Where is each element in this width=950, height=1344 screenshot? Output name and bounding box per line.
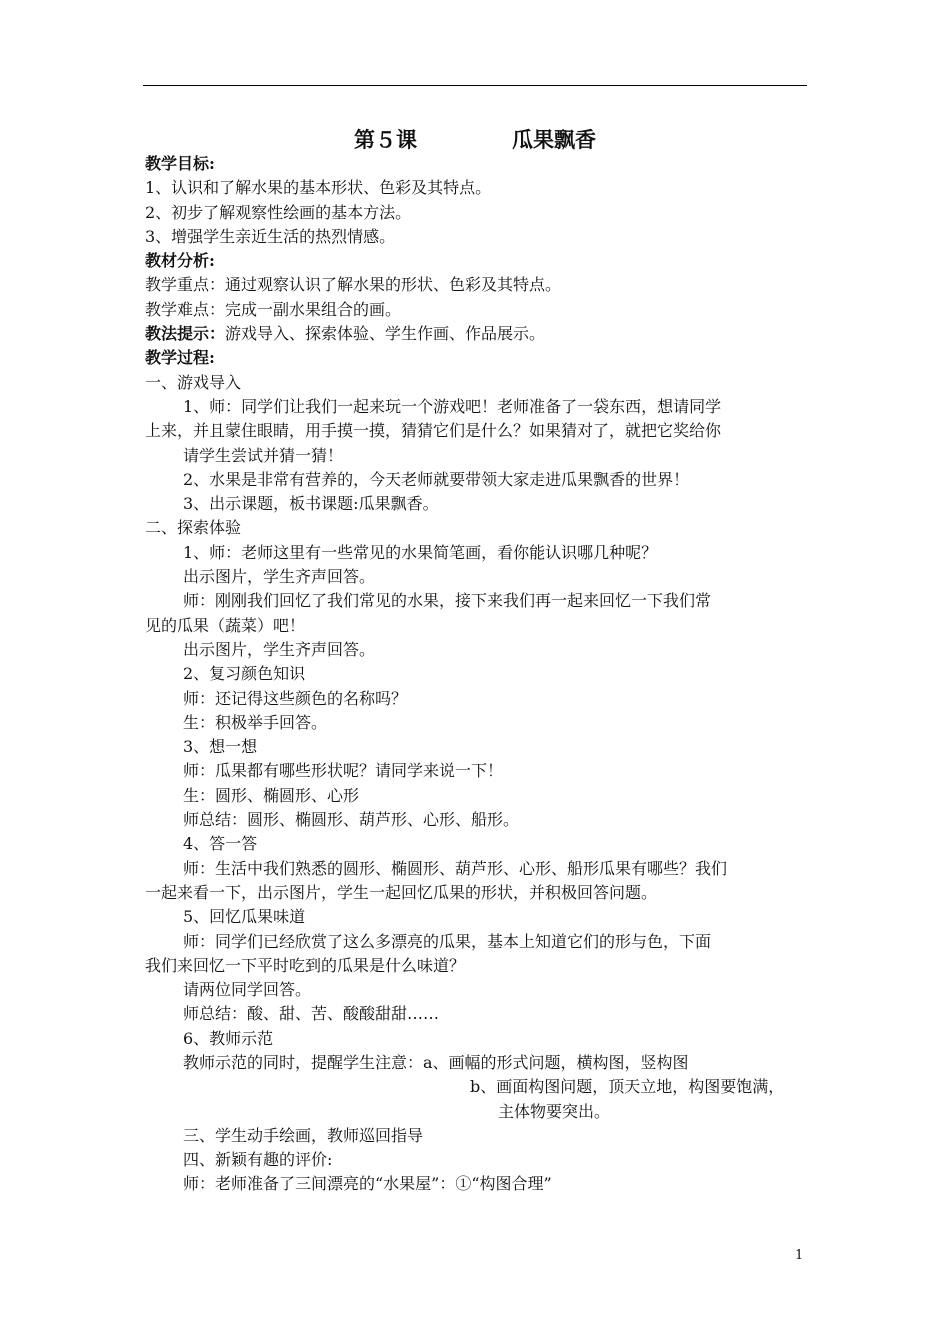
text-line bbox=[145, 322, 817, 346]
header-rule bbox=[143, 85, 807, 86]
text-line: 1、认识和了解水果的基本形状、色彩及其特点。 bbox=[145, 178, 492, 198]
text-line: 3、想一想 bbox=[183, 737, 258, 757]
section-heading: 教材分析: bbox=[145, 251, 215, 271]
text-line: 6、教师示范 bbox=[183, 1028, 274, 1048]
text-line: 师：瓜果都有哪些形状呢？请同学来说一下！ bbox=[183, 761, 504, 781]
text-line: 一、游戏导入 bbox=[145, 372, 242, 392]
text-line: 2、复习颜色知识 bbox=[183, 664, 306, 684]
text-line: 1、师：老师这里有一些常见的水果简笔画，看你能认识哪几种呢？ bbox=[183, 542, 658, 562]
lesson-title: 第５课 瓜果飘香 bbox=[353, 127, 597, 152]
text-line: 教师示范的同时，提醒学生注意：a、画幅的形式问题，横构图，竖构图 bbox=[183, 1052, 689, 1072]
text-line: 师：同学们已经欣赏了这么多漂亮的瓜果，基本上知道它们的形与色，下面 bbox=[183, 931, 712, 951]
text-line: 师：还记得这些颜色的名称吗？ bbox=[183, 688, 408, 708]
text-line: 5、回忆瓜果味道 bbox=[183, 907, 306, 927]
text-line: 生：积极举手回答。 bbox=[183, 712, 328, 732]
text-line: 师：老师准备了三间漂亮的“水果屋”：①“构图合理” bbox=[183, 1174, 552, 1194]
text-line: 3、增强学生亲近生活的热烈情感。 bbox=[145, 226, 396, 246]
text-line: 出示图片，学生齐声回答。 bbox=[183, 567, 376, 587]
document-body bbox=[145, 152, 817, 1197]
line-text: 游戏导入、探索体验、学生作画、作品展示。 bbox=[225, 324, 546, 344]
text-line: 四、新颖有趣的评价: bbox=[183, 1150, 333, 1170]
text-line: 1、师：同学们让我们一起来玩一个游戏吧！老师准备了一袋东西，想请同学 bbox=[183, 396, 722, 416]
text-line: 教学重点：通过观察认识了解水果的形状、色彩及其特点。 bbox=[145, 275, 562, 295]
text-line: 请两位同学回答。 bbox=[183, 980, 312, 1000]
text-line: 4、答一答 bbox=[183, 834, 258, 854]
text-line: 三、学生动手绘画，教师巡回指导 bbox=[183, 1125, 424, 1145]
text-line: 主体物要突出。 bbox=[498, 1101, 611, 1121]
text-line: 二、探索体验 bbox=[145, 518, 242, 538]
text-line: 教学难点：完成一副水果组合的画。 bbox=[145, 299, 402, 319]
section-heading: 教学过程: bbox=[145, 348, 215, 368]
page-number: 1 bbox=[795, 1248, 804, 1263]
text-line: 师总结：酸、甜、苦、酸酸甜甜…… bbox=[183, 1004, 440, 1024]
text-line: 师：刚刚我们回忆了我们常见的水果，接下来我们再一起来回忆一下我们常 bbox=[183, 591, 712, 611]
text-line: 生：圆形、椭圆形、心形 bbox=[183, 785, 360, 805]
text-line: b、画面构图问题，顶天立地，构图要饱满， bbox=[470, 1077, 785, 1097]
text-line: 3、出示课题，板书课题:瓜果飘香。 bbox=[183, 494, 439, 514]
text-line: 2、水果是非常有营养的，今天老师就要带领大家走进瓜果飘香的世界！ bbox=[183, 469, 690, 489]
text-line: 见的瓜果（蔬菜）吧！ bbox=[145, 615, 306, 635]
section-heading: 教学目标: bbox=[145, 154, 215, 173]
text-line: 师：生活中我们熟悉的圆形、椭圆形、葫芦形、心形、船形瓜果有哪些？我们 bbox=[183, 858, 728, 878]
text-line: 我们来回忆一下平时吃到的瓜果是什么味道？ bbox=[145, 955, 466, 975]
text-line: 2、初步了解观察性绘画的基本方法。 bbox=[145, 202, 412, 222]
text-line: 上来，并且蒙住眼睛，用手摸一摸，猜猜它们是什么？如果猜对了，就把它奖给你 bbox=[145, 421, 722, 441]
text-line: 请学生尝试并猜一猜！ bbox=[183, 445, 344, 465]
text-line: 一起来看一下，出示图片，学生一起回忆瓜果的形状，并积极回答问题。 bbox=[145, 882, 658, 902]
text-line: 师总结：圆形、椭圆形、葫芦形、心形、船形。 bbox=[183, 810, 520, 830]
line-label: 教法提示： bbox=[145, 324, 226, 344]
text-line: 出示图片，学生齐声回答。 bbox=[183, 639, 376, 659]
